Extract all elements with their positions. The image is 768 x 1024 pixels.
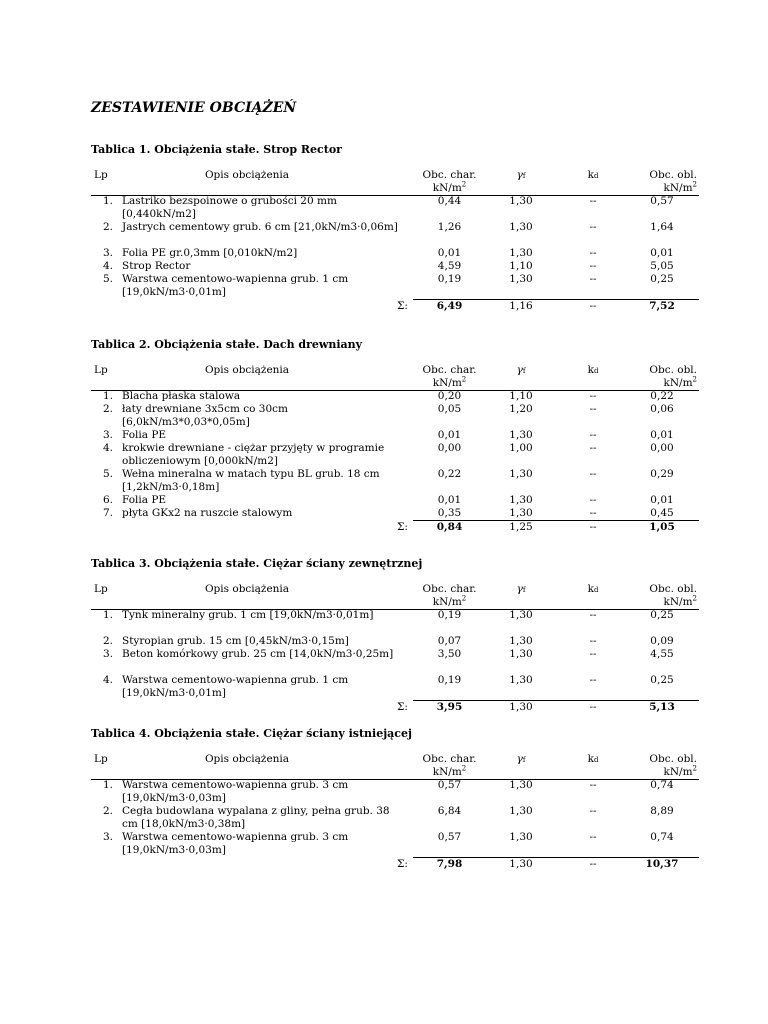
sum-row xyxy=(91,521,699,534)
header-char-unit xyxy=(413,766,486,779)
row-number: 3. xyxy=(102,247,113,259)
sum-char-value: 0,84 xyxy=(436,521,463,533)
row-obl-value: 0,45 xyxy=(650,507,674,519)
header-description: Opis obciążenia xyxy=(204,169,290,181)
row-gamma-value: 1,30 xyxy=(509,609,533,621)
kd-subscript: d xyxy=(593,172,599,180)
row-obl-value: 0,25 xyxy=(650,609,674,621)
row-number: 3. xyxy=(102,648,113,660)
gamma-subscript: f xyxy=(522,172,526,180)
row-char-value: 0,44 xyxy=(437,195,462,207)
row-kd-value: -- xyxy=(589,779,597,791)
row-kd-value: -- xyxy=(589,195,597,207)
table-row xyxy=(91,635,699,648)
unit-text: kN/m xyxy=(432,596,462,608)
header-obl-label: Obc. obl. xyxy=(649,753,697,765)
sum-kd-value: -- xyxy=(589,701,597,713)
row-char-value: 0,57 xyxy=(437,779,462,791)
gamma-subscript: f xyxy=(522,756,526,764)
row-description: Warstwa cementowo-wapienna grub. 1 cm [19,0kN/m3·0,01m] xyxy=(122,273,349,298)
table-row xyxy=(91,442,699,468)
header-gamma-f xyxy=(490,364,552,378)
row-kd-value: -- xyxy=(589,429,597,441)
table-row xyxy=(91,221,699,247)
row-gamma-value: 1,30 xyxy=(509,674,533,686)
header-characteristic-load xyxy=(413,169,486,195)
table-row xyxy=(91,805,699,831)
row-gamma-value: 1,10 xyxy=(509,390,533,402)
row-char-value: 1,26 xyxy=(437,221,462,233)
row-number: 3. xyxy=(102,429,113,441)
row-char-value: 0,01 xyxy=(437,494,462,506)
row-gamma-value: 1,30 xyxy=(509,494,533,506)
table-caption: Tablica 2. Obciążenia stałe. Dach drewniany xyxy=(91,338,363,351)
row-obl-value: 4,55 xyxy=(650,648,674,660)
row-number: 4. xyxy=(102,442,113,454)
header-gamma-f xyxy=(490,169,552,183)
row-description: Beton komórkowy grub. 25 cm [14,0kN/m3·0,25m] xyxy=(122,648,394,660)
table-header-row xyxy=(91,169,699,195)
table-row xyxy=(91,468,699,494)
sum-char-value: 6,49 xyxy=(436,300,463,312)
row-kd-value: -- xyxy=(589,648,597,660)
row-description: Blacha płaska stalowa xyxy=(122,390,241,402)
unit-text: kN/m xyxy=(432,182,462,194)
row-char-value: 0,05 xyxy=(437,403,462,415)
sigma-symbol: Σ: xyxy=(397,858,408,870)
header-lp: Lp xyxy=(94,364,108,376)
sum-gamma-value: 1,30 xyxy=(509,701,533,713)
kd-subscript: d xyxy=(593,586,599,594)
header-obl-label: Obc. obl. xyxy=(649,364,697,376)
header-char-label: Obc. char. xyxy=(422,364,477,376)
header-k-d xyxy=(565,753,621,767)
kd-symbol: k xyxy=(587,753,594,765)
row-number: 2. xyxy=(102,221,113,233)
sigma-symbol: Σ: xyxy=(397,701,408,713)
table-caption: Tablica 1. Obciążenia stałe. Strop Rector xyxy=(91,143,342,156)
row-kd-value: -- xyxy=(589,609,597,621)
row-number: 1. xyxy=(102,195,113,207)
sigma-symbol: Σ: xyxy=(397,521,408,533)
row-obl-value: 8,89 xyxy=(650,805,674,817)
row-obl-value: 0,74 xyxy=(650,779,674,791)
row-char-value: 0,20 xyxy=(437,390,462,402)
row-gamma-value: 1,30 xyxy=(509,805,533,817)
row-obl-value: 0,01 xyxy=(650,247,674,259)
header-k-d xyxy=(565,169,621,183)
table-header-row xyxy=(91,364,699,390)
load-table xyxy=(91,364,699,534)
unit-exponent: 2 xyxy=(692,594,697,603)
header-lp: Lp xyxy=(94,753,108,765)
row-kd-value: -- xyxy=(589,442,597,454)
kd-symbol: k xyxy=(587,364,594,376)
sum-char-value: 3,95 xyxy=(436,701,463,713)
row-description: Folia PE xyxy=(122,429,167,441)
row-gamma-value: 1,20 xyxy=(509,403,533,415)
row-description: Jastrych cementowy grub. 6 cm [21,0kN/m3·0,06m] xyxy=(122,221,398,233)
row-description: Warstwa cementowo-wapienna grub. 1 cm [19,0kN/m3·0,01m] xyxy=(122,674,349,699)
load-table xyxy=(91,583,699,714)
row-description: Strop Rector xyxy=(122,260,191,272)
header-char-unit xyxy=(413,377,486,390)
row-description: łaty drewniane 3x5cm co 30cm [6,0kN/m3*0,03*0,05m] xyxy=(122,403,288,428)
kd-subscript: d xyxy=(593,367,599,375)
gamma-symbol: γ xyxy=(516,583,523,595)
row-char-value: 0,01 xyxy=(437,247,462,259)
header-gamma-f xyxy=(490,583,552,597)
row-obl-value: 0,25 xyxy=(650,273,674,285)
row-gamma-value: 1,00 xyxy=(509,442,533,454)
row-kd-value: -- xyxy=(589,221,597,233)
unit-text: kN/m xyxy=(432,766,462,778)
header-description: Opis obciążenia xyxy=(204,583,290,595)
row-char-value: 4,59 xyxy=(437,260,462,272)
table-row xyxy=(91,831,699,857)
sum-obl-value: 7,52 xyxy=(649,300,675,312)
header-characteristic-load xyxy=(413,583,486,609)
row-kd-value: -- xyxy=(589,635,597,647)
sum-row xyxy=(91,701,699,714)
unit-text: kN/m xyxy=(663,596,693,608)
row-description: płyta GKx2 na ruszcie stalowym xyxy=(122,507,293,519)
gamma-symbol: γ xyxy=(516,753,523,765)
sum-gamma-value: 1,30 xyxy=(509,858,533,870)
sum-char-value: 7,98 xyxy=(436,858,463,870)
header-char-unit xyxy=(413,182,486,195)
table-header-row xyxy=(91,753,699,779)
row-gamma-value: 1,30 xyxy=(509,831,533,843)
table-row xyxy=(91,260,699,273)
row-gamma-value: 1,30 xyxy=(509,779,533,791)
row-char-value: 0,01 xyxy=(437,429,462,441)
sum-kd-value: -- xyxy=(589,521,597,533)
row-char-value: 0,19 xyxy=(437,674,462,686)
unit-text: kN/m xyxy=(663,766,693,778)
row-obl-value: 0,74 xyxy=(650,831,674,843)
table-row xyxy=(91,429,699,442)
row-gamma-value: 1,30 xyxy=(509,507,533,519)
table-row xyxy=(91,674,699,700)
row-gamma-value: 1,30 xyxy=(509,429,533,441)
row-gamma-value: 1,30 xyxy=(509,273,533,285)
row-description: Warstwa cementowo-wapienna grub. 3 cm [19,0kN/m3·0,03m] xyxy=(122,831,349,856)
header-characteristic-load xyxy=(413,364,486,390)
unit-exponent: 2 xyxy=(692,375,697,384)
row-gamma-value: 1,30 xyxy=(509,635,533,647)
gamma-symbol: γ xyxy=(516,169,523,181)
row-gamma-value: 1,30 xyxy=(509,221,533,233)
header-description: Opis obciążenia xyxy=(204,753,290,765)
row-description: Folia PE gr.0,3mm [0,010kN/m2] xyxy=(122,247,298,259)
row-char-value: 3,50 xyxy=(437,648,462,660)
table-row xyxy=(91,273,699,299)
table-row xyxy=(91,609,699,635)
header-design-load xyxy=(627,583,697,609)
header-design-load xyxy=(627,169,697,195)
row-char-value: 0,19 xyxy=(437,609,462,621)
table-row xyxy=(91,494,699,507)
row-gamma-value: 1,10 xyxy=(509,260,533,272)
row-obl-value: 5,05 xyxy=(650,260,674,272)
row-obl-value: 0,22 xyxy=(650,390,674,402)
row-obl-value: 0,06 xyxy=(650,403,674,415)
row-kd-value: -- xyxy=(589,468,597,480)
row-char-value: 0,19 xyxy=(437,273,462,285)
row-kd-value: -- xyxy=(589,674,597,686)
sum-kd-value: -- xyxy=(589,300,597,312)
unit-exponent: 2 xyxy=(692,180,697,189)
row-gamma-value: 1,30 xyxy=(509,195,533,207)
row-kd-value: -- xyxy=(589,403,597,415)
row-number: 1. xyxy=(102,609,113,621)
row-kd-value: -- xyxy=(589,390,597,402)
header-char-unit xyxy=(413,596,486,609)
row-kd-value: -- xyxy=(589,494,597,506)
unit-exponent: 2 xyxy=(461,764,467,773)
row-description: krokwie drewniane - ciężar przyjęty w programie obliczeniowym [0,000kN/m2] xyxy=(122,442,385,467)
row-number: 4. xyxy=(102,260,113,272)
table-row xyxy=(91,403,699,429)
load-table xyxy=(91,169,699,313)
row-description: Lastriko bezspoinowe o grubości 20 mm [0,440kN/m2] xyxy=(122,195,337,220)
sum-kd-value: -- xyxy=(589,858,597,870)
unit-exponent: 2 xyxy=(461,594,467,603)
table-row xyxy=(91,507,699,520)
header-design-load xyxy=(627,753,697,779)
row-gamma-value: 1,30 xyxy=(509,648,533,660)
row-number: 7. xyxy=(102,507,113,519)
table-caption: Tablica 4. Obciążenia stałe. Ciężar ściany istniejącej xyxy=(91,727,412,740)
row-kd-value: -- xyxy=(589,831,597,843)
sum-obl-value: 5,13 xyxy=(649,701,675,713)
row-number: 6. xyxy=(102,494,113,506)
row-obl-value: 0,29 xyxy=(650,468,674,480)
table-caption: Tablica 3. Obciążenia stałe. Ciężar ściany zewnętrznej xyxy=(91,557,423,570)
sum-obl-value: 10,37 xyxy=(645,858,679,870)
header-obl-unit xyxy=(627,596,697,609)
row-number: 2. xyxy=(102,805,113,817)
header-k-d xyxy=(565,583,621,597)
unit-text: kN/m xyxy=(663,377,693,389)
kd-subscript: d xyxy=(593,756,599,764)
row-description: Folia PE xyxy=(122,494,167,506)
header-lp: Lp xyxy=(94,169,108,181)
sum-row xyxy=(91,858,699,871)
row-description: Wełna mineralna w matach typu BL grub. 18 cm [1,2kN/m3·0,18m] xyxy=(122,468,380,493)
row-number: 1. xyxy=(102,390,113,402)
gamma-symbol: γ xyxy=(516,364,523,376)
row-number: 2. xyxy=(102,403,113,415)
kd-symbol: k xyxy=(587,583,594,595)
header-char-label: Obc. char. xyxy=(422,169,477,181)
row-kd-value: -- xyxy=(589,507,597,519)
header-obl-label: Obc. obl. xyxy=(649,169,697,181)
header-design-load xyxy=(627,364,697,390)
table-row xyxy=(91,390,699,403)
header-gamma-f xyxy=(490,753,552,767)
document-title: ZESTAWIENIE OBCIĄŻEŃ xyxy=(91,100,297,116)
header-obl-unit xyxy=(627,182,697,195)
sum-row xyxy=(91,300,699,313)
row-obl-value: 0,00 xyxy=(650,442,674,454)
row-kd-value: -- xyxy=(589,273,597,285)
header-obl-unit xyxy=(627,377,697,390)
unit-exponent: 2 xyxy=(461,180,467,189)
row-obl-value: 0,57 xyxy=(650,195,674,207)
row-char-value: 0,35 xyxy=(437,507,462,519)
row-kd-value: -- xyxy=(589,260,597,272)
row-description: Tynk mineralny grub. 1 cm [19,0kN/m3·0,01m] xyxy=(122,609,374,621)
row-gamma-value: 1,30 xyxy=(509,247,533,259)
load-table xyxy=(91,753,699,871)
row-description: Warstwa cementowo-wapienna grub. 3 cm [19,0kN/m3·0,03m] xyxy=(122,779,349,804)
header-description: Opis obciążenia xyxy=(204,364,290,376)
table-row xyxy=(91,779,699,805)
table-row xyxy=(91,247,699,260)
gamma-subscript: f xyxy=(522,586,526,594)
header-obl-label: Obc. obl. xyxy=(649,583,697,595)
row-gamma-value: 1,30 xyxy=(509,468,533,480)
row-kd-value: -- xyxy=(589,805,597,817)
sum-gamma-value: 1,25 xyxy=(509,521,533,533)
sum-obl-value: 1,05 xyxy=(649,521,675,533)
header-k-d xyxy=(565,364,621,378)
gamma-subscript: f xyxy=(522,367,526,375)
sum-gamma-value: 1,16 xyxy=(509,300,533,312)
row-obl-value: 1,64 xyxy=(650,221,674,233)
row-kd-value: -- xyxy=(589,247,597,259)
row-number: 3. xyxy=(102,831,113,843)
row-number: 2. xyxy=(102,635,113,647)
row-number: 5. xyxy=(102,468,113,480)
header-char-label: Obc. char. xyxy=(422,583,477,595)
header-obl-unit xyxy=(627,766,697,779)
row-number: 5. xyxy=(102,273,113,285)
unit-text: kN/m xyxy=(663,182,693,194)
unit-exponent: 2 xyxy=(461,375,467,384)
table-row xyxy=(91,648,699,674)
table-row xyxy=(91,195,699,221)
row-obl-value: 0,01 xyxy=(650,494,674,506)
row-number: 4. xyxy=(102,674,113,686)
row-description: Cegła budowlana wypalana z gliny, pełna grub. 38 cm [18,0kN/m3·0,38m] xyxy=(122,805,390,830)
header-char-label: Obc. char. xyxy=(422,753,477,765)
row-char-value: 0,00 xyxy=(437,442,462,454)
row-char-value: 0,22 xyxy=(437,468,462,480)
row-obl-value: 0,09 xyxy=(650,635,674,647)
row-obl-value: 0,01 xyxy=(650,429,674,441)
header-characteristic-load xyxy=(413,753,486,779)
row-number: 1. xyxy=(102,779,113,791)
row-obl-value: 0,25 xyxy=(650,674,674,686)
kd-symbol: k xyxy=(587,169,594,181)
row-char-value: 0,57 xyxy=(437,831,462,843)
row-char-value: 6,84 xyxy=(437,805,462,817)
sigma-symbol: Σ: xyxy=(397,300,408,312)
header-lp: Lp xyxy=(94,583,108,595)
unit-exponent: 2 xyxy=(692,764,697,773)
row-char-value: 0,07 xyxy=(437,635,462,647)
unit-text: kN/m xyxy=(432,377,462,389)
table-header-row xyxy=(91,583,699,609)
row-description: Styropian grub. 15 cm [0,45kN/m3·0,15m] xyxy=(122,635,349,647)
